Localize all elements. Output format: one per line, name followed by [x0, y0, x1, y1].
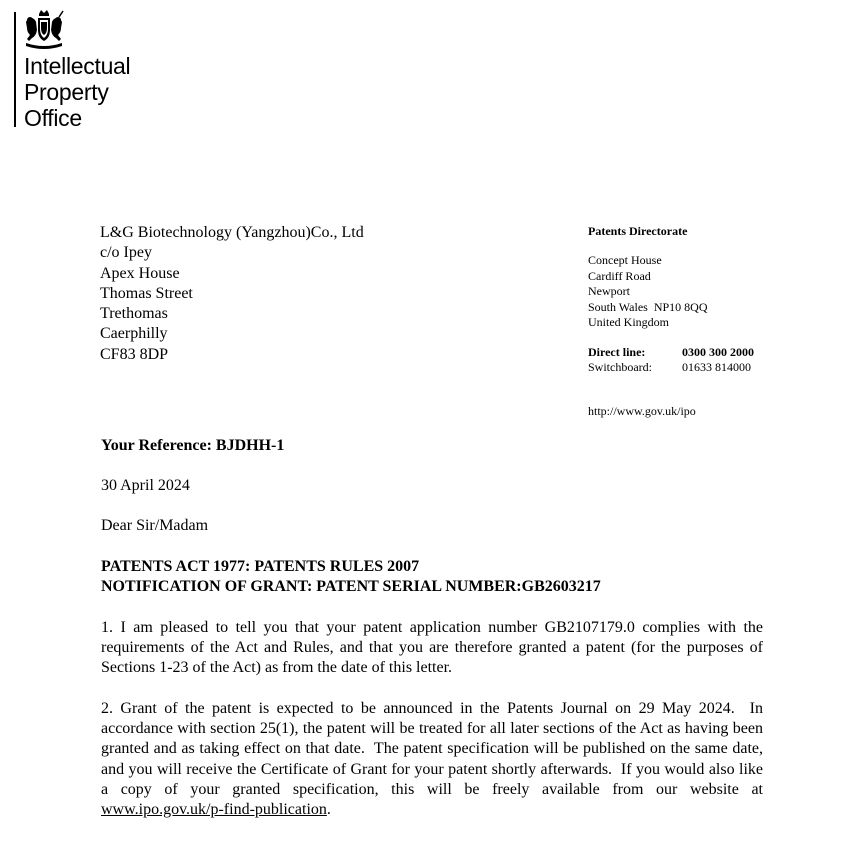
your-reference: Your Reference: BJDHH-1 — [101, 437, 285, 454]
switchboard-value: 01633 814000 — [682, 360, 751, 374]
directorate-address-line: Cardiff Road — [588, 268, 651, 283]
heading-line-1: PATENTS ACT 1977: PATENTS RULES 2007 — [101, 558, 420, 575]
switchboard-row — [588, 360, 754, 375]
recipient-line: L&G Biotechnology (Yangzhou)Co., Ltd — [100, 224, 364, 241]
logo-line-1: Intellectual — [24, 53, 131, 79]
recipient-line: Trethomas — [100, 305, 168, 323]
direct-line-label: Direct line: — [588, 345, 646, 359]
paragraph-1: 1. I am pleased to tell you that your patent application number GB2107179.0 complies with the requirements of the Act and Rules, and that you are therefore granted a patent (for the purposes of Sections 1-23 of the Act) as from the date of this letter. — [101, 619, 763, 677]
letter-heading — [101, 557, 601, 597]
directorate-title: Patents Directorate — [588, 224, 688, 238]
royal-coat-of-arms-icon — [22, 8, 66, 50]
direct-line-row — [588, 345, 754, 360]
recipient-line: CF83 8DP — [100, 345, 169, 363]
recipient-line: Caerphilly — [100, 325, 168, 343]
logo-line-2: Property — [24, 79, 109, 105]
letter-date: 30 April 2024 — [101, 477, 190, 494]
logo-line-3: Office — [24, 105, 82, 131]
recipient-address — [100, 223, 364, 365]
recipient-line: Thomas Street — [100, 284, 193, 302]
directorate-block — [588, 223, 707, 331]
contact-block — [588, 345, 754, 375]
logo-divider — [14, 12, 16, 127]
recipient-line: c/o Ipey — [100, 244, 152, 262]
directorate-address-line: South Wales NP10 8QQ — [588, 299, 708, 314]
directorate-address — [588, 253, 707, 331]
heading-line-2: NOTIFICATION OF GRANT: PATENT SERIAL NUMBER:GB2603217 — [101, 578, 601, 595]
salutation: Dear Sir/Madam — [101, 517, 209, 534]
find-publication-link[interactable]: www.ipo.gov.uk/p-find-publication — [101, 801, 327, 819]
directorate-address-line: Concept House — [588, 253, 662, 267]
paragraph-2-end: . — [326, 801, 331, 819]
switchboard-label: Switchboard: — [588, 360, 652, 374]
paragraph-2 — [101, 699, 767, 820]
directorate-address-line: United Kingdom — [588, 315, 669, 329]
direct-line-value: 0300 300 2000 — [682, 345, 754, 359]
paragraph-2-text: 2. Grant of the patent is expected to be announced in the Patents Journal on 29 May 2024. In accordance with section 25(1), the patent will be treated for all later sections of the Act as having been granted and as taking effect on that date. The patent specification will be published on the same date, and you will receive the Certificate of Grant for your patent shortly afterwards. If you would also like a copy of your granted specification, this will be freely available from our website at — [101, 700, 767, 798]
recipient-line: Apex House — [100, 264, 180, 282]
directorate-address-line: Newport — [588, 284, 630, 298]
ipo-logo-wordmark — [24, 53, 130, 131]
website-link[interactable]: http://www.gov.uk/ipo — [588, 404, 696, 418]
